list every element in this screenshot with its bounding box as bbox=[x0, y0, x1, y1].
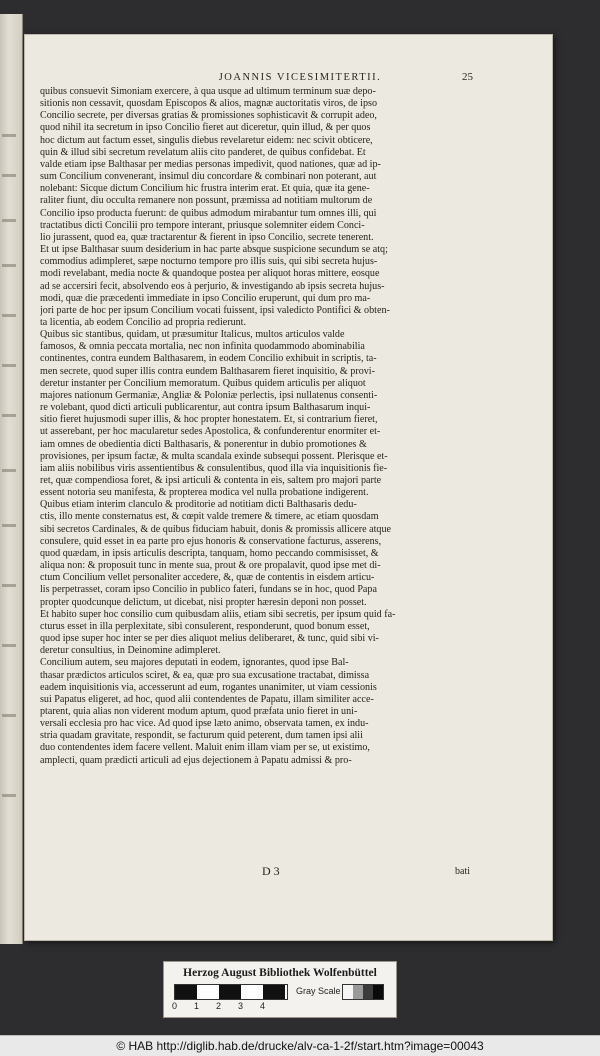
text-line: ut asserebant, per hoc macularetur sedes Apostolica, & confunderentur enormiter et- bbox=[40, 426, 381, 438]
text-line: deretur instanter per Concilium memoratum. Quibus quidem articulis per aliquot bbox=[40, 377, 366, 389]
text-line: iam omnes de obedientia dicti Balthasaris, & ponerentur in dubio promotiones & bbox=[40, 438, 367, 450]
text-line: iam aliis nobilibus viris assentientibus & consulentibus, quod illa via inquisitionis fie- bbox=[40, 462, 388, 474]
text-line: jori parte de hoc per ipsum Concilium vocati fuissent, ipsi valedicto Pontifici & obten- bbox=[40, 304, 390, 316]
text-line: famosos, & omnia peccata mortalia, nec non infinita quodammodo abominabilia bbox=[40, 341, 365, 353]
text-line: aliqua non: & proposuit tunc in mente sua, prout & ore propalavit, quod ipse met di- bbox=[40, 560, 381, 572]
catchword: bati bbox=[455, 866, 470, 877]
text-line: quibus consuevit Simoniam exercere, à qua usque ad ultimum terminum suæ depo- bbox=[40, 86, 376, 97]
text-line: stria quadam gravitate, respondit, se facturum quid peterent, dum tamen ipsi alii bbox=[40, 730, 363, 742]
text-line: amplecti, quam prædicti articuli ad ejus dejectionem à Papatu admissi & pro- bbox=[40, 754, 352, 766]
text-line: thasar prædictos articulos sciret, & ea, quæ pro sua excusatione tractabat, dimissa bbox=[40, 669, 370, 681]
text-line: men secrete, quod super illis contra eundem Balthasarem fieret inquisitio, & provi- bbox=[40, 365, 375, 377]
text-line: ctis, illo mente consternatus est, & cœpit valde tremere & timere, ac etiam quosdam bbox=[40, 511, 379, 523]
text-line: re volebant, quod dicti articuli publicarentur, aut contra ipsum Balthasarum inqui- bbox=[40, 402, 371, 414]
text-line: modi revelabant, media nocte & quandoque postea per aliquot horas mittere, eosque bbox=[40, 268, 380, 280]
text-line: Et ut ipse Balthasar suum desiderium in hac parte absque suspicione secundum se atq; bbox=[40, 244, 388, 256]
ruler-ticks bbox=[174, 1001, 304, 1013]
text-line: essent notoria seu manifesta, & propterea modica vel nulla probatione indigerent. bbox=[40, 487, 369, 499]
ruler-tick: 2 bbox=[216, 1001, 222, 1011]
text-line: quod ipse super hoc inter se per dies aliquot melius deliberaret, & tunc, quid sibi vi- bbox=[40, 633, 379, 645]
text-line: nolebant: Sicque dictum Concilium hic frustra interim erat. Et quia, quæ ita gene- bbox=[40, 183, 370, 195]
text-line: Quibus sic stantibus, quidam, ut præsumitur Italicus, multos articulos valde bbox=[40, 329, 345, 341]
footer-bar bbox=[0, 1035, 600, 1056]
text-line: valde etiam ipse Balthasar per medias personas impedivit, quod nationes, quæ ad ip- bbox=[40, 158, 381, 170]
text-line: quin & illud sibi secretum revelatum aliis cito panderet, de quibus confidebat. Et bbox=[40, 146, 366, 158]
text-line: cturus esset in illa perplexitate, sibi consulerent, responderunt, quod bonum esset, bbox=[40, 620, 370, 632]
text-line: ret, quæ compendiosa foret, & ipsi articuli & contenta in eis, saltem pro majori parte bbox=[40, 475, 382, 486]
text-line: lis perpetrasset, coram ipso Concilio in publico fateri, fundans se in hoc, quod Papa bbox=[40, 584, 377, 596]
text-line: Concilium autem, seu majores deputati in eodem, ignorantes, quod ipse Bal- bbox=[40, 657, 349, 669]
page-number: 25 bbox=[462, 71, 473, 83]
ruler-tick: 0 bbox=[172, 1001, 178, 1011]
text-line: modi, quæ die præcedenti immediate in ipso Concilio eruperunt, qui dum pro ma- bbox=[40, 292, 371, 304]
text-line: sitio fieret hujusmodi super illis, & hoc propter honestatem. Et, si contrarium fieret, bbox=[40, 414, 378, 426]
text-line: duo contendentes idem facere vellent. Maluit enim illam viam per se, ut existimo, bbox=[40, 742, 370, 754]
text-line: provisiones, per ipsum factæ, & multa scandala exinde subsequi possent. Plerisque et- bbox=[40, 450, 388, 462]
grey-scale-swatch bbox=[342, 984, 384, 1000]
text-line: versali ecclesia pro hac vice. Ad quod ipse læto animo, observata tamen, ex indu- bbox=[40, 718, 369, 730]
text-line: ptarent, quia alias non viderent modum aptum, quod præfata unio fieret in uni- bbox=[40, 705, 358, 717]
text-line: Et habito super hoc consilio cum quibusdam aliis, etiam sibi secretis, per ipsum quid fa- bbox=[40, 608, 396, 620]
footer-link[interactable]: © HAB http://diglib.hab.de/drucke/alv-ca-1-2f/start.htm?image=00043 bbox=[116, 1039, 484, 1053]
text-line: hoc dictum aut factum esset, singulis diebus revelaretur eidem: nec scivit obticere, bbox=[40, 134, 373, 146]
ruler-tick: 4 bbox=[260, 1001, 266, 1011]
text-line: Concilio secrete, per diversas gratias & promissiones sophisticavit & corrupit adeo, bbox=[40, 110, 377, 122]
text-line: deretur consultius, in Deinomine adimpleret. bbox=[40, 645, 221, 657]
text-line: ta licentia, ab eodem Concilio ad propria redierunt. bbox=[40, 316, 247, 328]
text-line: quod quædam, in ipsis articulis descripta, tanquam, homo peccando commisisset, & bbox=[40, 547, 379, 559]
text-line: sitionis non cessavit, quosdam Episcopos & alios, magnæ auctoritatis viros, de ipso bbox=[40, 98, 377, 110]
text-line: ad se accersiri fecit, absolvendo eos à perjurio, & investigando ab ipsis secreta hujus- bbox=[40, 280, 385, 292]
text-line: Concilio ipso producta fuerunt: de quibus admodum mirabantur tum omnes illi, qui bbox=[40, 207, 377, 219]
text-line: raliter fiunt, diu occulta remanere non possunt, præmissa ad notitiam multorum de bbox=[40, 195, 373, 207]
library-label bbox=[163, 961, 397, 1018]
body-text bbox=[40, 86, 480, 767]
ruler-tick: 1 bbox=[194, 1001, 200, 1011]
text-line: tractatibus dicti Concilii pro tempore interant, priusque solemniter eidem Conci- bbox=[40, 219, 365, 231]
ruler-bar bbox=[174, 984, 288, 1000]
text-line: commodius adimpleret, sæpe nocturno tempore pro illis suis, qui sibi secreta hujus- bbox=[40, 256, 378, 268]
text-line: ctum Concilium vellet personaliter accedere, &, quæ de contentis in eisdem articu- bbox=[40, 572, 375, 584]
running-head: JOANNIS VICESIMITERTII. bbox=[218, 72, 382, 83]
text-line: eadem inquisitionis via, accesserunt ad eum, rogantes unanimiter, ut viam cessionis bbox=[40, 681, 377, 693]
signature-mark: D 3 bbox=[262, 864, 280, 878]
grey-scale-label: Gray Scale bbox=[296, 986, 341, 996]
text-line: majores nationum Germaniæ, Angliæ & Poloniæ perlectis, ipsi nullatenus consenti- bbox=[40, 389, 378, 401]
previous-page-edge bbox=[0, 14, 23, 944]
text-line: sibi secretos Cardinales, & de quibus fiduciam habuit, donis & promissis allicere atque bbox=[40, 523, 391, 535]
text-line: Quibus etiam interim clanculo & proditorie ad notitiam dicti Balthasaris dedu- bbox=[40, 499, 357, 511]
text-line: sum Concilium convenerant, insimul diu concordare & combinari non poterant, aut bbox=[40, 171, 377, 183]
text-line: lio jurassent, quod ea, quæ tractarentur & fierent in ipso Concilio, secrete tenerent. bbox=[40, 231, 374, 243]
text-line: consulere, quid esset in ea parte pro ejus honoris & conservatione facturus, asserens, bbox=[40, 535, 382, 547]
text-line: sui Papatus eligeret, ad hoc, quod alii contendentes de Papatu, illam similiter acce- bbox=[40, 693, 374, 705]
text-line: continentes, contra eundem Balthasarem, in eodem Concilio exhibuit in scriptis, ta- bbox=[40, 353, 377, 365]
text-line: propter quodcunque delictum, ut dicebat, nisi propter hæresin deponi non posset. bbox=[40, 596, 367, 608]
ruler-tick: 3 bbox=[238, 1001, 244, 1011]
library-name: Herzog August Bibliothek Wolfenbüttel bbox=[183, 967, 377, 979]
text-line: quod nihil ita secretum in ipso Concilio fieret aut diceretur, quin illud, & per quos bbox=[40, 122, 371, 134]
